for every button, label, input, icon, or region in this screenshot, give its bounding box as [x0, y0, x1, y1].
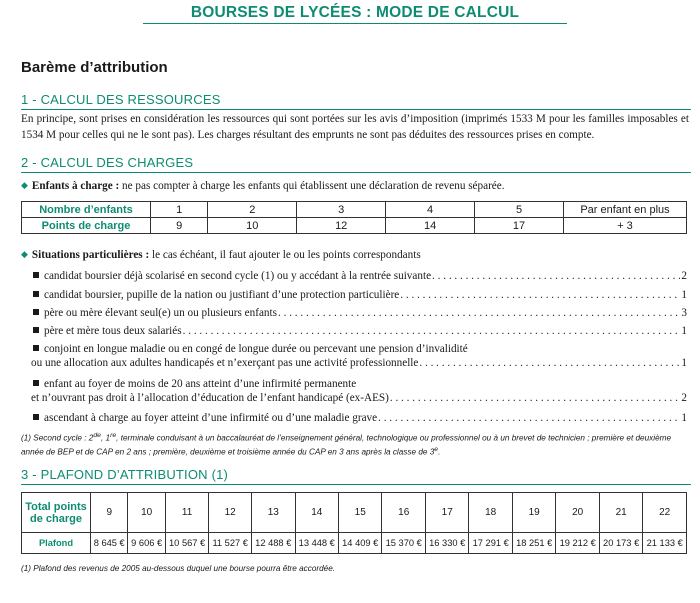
charges-table [21, 201, 687, 234]
list-item: père ou mère élevant seul(e) un ou plusieurs enfants . . . 3 [33, 306, 687, 320]
table-cell: 18 [469, 493, 512, 533]
table-cell: 22 [643, 493, 687, 533]
table-cell: 17 [475, 218, 564, 234]
square-bullet-icon [33, 345, 39, 351]
list-item: conjoint en longue maladie ou en congé de longue durée ou percevant une pension d’invalidité ou une allocation aux adultes handicapés et n’exerçant pas une activité professionnelle . . . 1 [33, 342, 687, 370]
table-cell: 11 [165, 493, 208, 533]
table-cell: 15 370 € [382, 533, 425, 554]
table-cell: 2 [208, 202, 297, 218]
enfants-intro: ◆ Enfants à charge : ne pas compter à charge les enfants qui établissent une déclaration de revenu séparée. [21, 180, 505, 192]
table-cell: 17 291 € [469, 533, 512, 554]
table-row [22, 493, 687, 533]
list-item: père et mère tous deux salariés . . . 1 [33, 324, 687, 338]
ressources-paragraph: En principe, sont prises en considération les ressources qui sont portées sur les avis d’imposition (imprimés 1533 M pour les familles imposables et 1534 M pour celles qui ne le sont pas). Les charges résultant des emprunts ne sont pas déduites des ressources prises en compte. [21, 113, 689, 141]
square-bullet-icon [33, 327, 39, 333]
table-cell: 10 567 € [165, 533, 208, 554]
table-cell: 17 [425, 493, 468, 533]
table-cell: 19 [512, 493, 555, 533]
list-item: candidat boursier déjà scolarisé en second cycle (1) ou y accédant à la rentrée suivante . . . 2 [33, 269, 687, 283]
heading-calcul-charges: 2 - CALCUL DES CHARGES [21, 155, 194, 170]
table-cell: 21 133 € [643, 533, 687, 554]
table-cell: 10 [208, 218, 297, 234]
square-bullet-icon [33, 380, 39, 386]
divider [21, 172, 691, 173]
divider [21, 484, 691, 485]
table-cell: 12 [209, 493, 252, 533]
table-cell: 12 [297, 218, 386, 234]
table-cell: 4 [386, 202, 475, 218]
table-cell: 14 [295, 493, 338, 533]
table-header-cell: Nombre d’enfants [22, 202, 151, 218]
table-cell: + 3 [564, 218, 687, 234]
heading-calcul-ressources: 1 - CALCUL DES RESSOURCES [21, 92, 221, 107]
table-cell: 14 409 € [339, 533, 382, 554]
list-item: candidat boursier, pupille de la nation ou justifiant d’une protection particulière . . . 1 [33, 288, 687, 302]
table-cell: 19 212 € [556, 533, 599, 554]
table-cell: 18 251 € [512, 533, 555, 554]
table-cell: 14 [386, 218, 475, 234]
heading-plafond: 3 - PLAFOND D’ATTRIBUTION (1) [21, 467, 229, 482]
list-item: enfant au foyer de moins de 20 ans atteint d’une infirmité permanente et n’ouvrant pas droit à l’allocation d’éducation de l’enfant handicapé (ex-AES) . . . 2 [33, 377, 687, 405]
square-bullet-icon [33, 272, 39, 278]
table-cell: 13 448 € [295, 533, 338, 554]
table-cell: 11 527 € [209, 533, 252, 554]
table-cell: 16 330 € [425, 533, 468, 554]
divider [21, 109, 691, 110]
table-cell: Par enfant en plus [564, 202, 687, 218]
square-bullet-icon [33, 291, 39, 297]
table-header-cell: Points de charge [22, 218, 151, 234]
table-cell: 12 488 € [252, 533, 295, 554]
footnote-second-cycle: (1) Second cycle : 2de, 1re, terminale conduisant à un baccalauréat de l’enseignement général, technologique ou professionnel ou à un brevet de technicien ; première et deuxième année de BEP et de CAP en 2 ans ; première, deuxième et troisième année du CAP en 3 ans après la classe de 3e. [21, 432, 671, 457]
table-cell: 8 645 € [91, 533, 128, 554]
table-cell: 3 [297, 202, 386, 218]
square-bullet-icon [33, 309, 39, 315]
table-cell: 16 [382, 493, 425, 533]
table-cell: 15 [339, 493, 382, 533]
square-bullet-icon [33, 414, 39, 420]
table-row [22, 218, 687, 234]
table-cell: 13 [252, 493, 295, 533]
footnote-plafond: (1) Plafond des revenus de 2005 au-dessous duquel une bourse pourra être accordée. [21, 564, 336, 573]
diamond-bullet-icon: ◆ [21, 180, 28, 190]
section-title-bareme: Barème d’attribution [21, 59, 168, 76]
table-cell: 9 [91, 493, 128, 533]
list-item: ascendant à charge au foyer atteint d’une infirmité ou d’une maladie grave . . . 1 [33, 411, 687, 425]
table-cell: 21 [599, 493, 642, 533]
plafond-table [21, 492, 687, 554]
table-row [22, 202, 687, 218]
table-row [22, 533, 687, 554]
table-cell: 10 [128, 493, 165, 533]
table-header-cell: Plafond [22, 533, 91, 554]
table-cell: 5 [475, 202, 564, 218]
table-header-cell: Total points de charge [22, 493, 91, 533]
table-cell: 20 [556, 493, 599, 533]
table-cell: 1 [151, 202, 208, 218]
page-title: BOURSES DE LYCÉES : MODE DE CALCUL [143, 3, 567, 24]
diamond-bullet-icon: ◆ [21, 249, 28, 259]
table-cell: 20 173 € [599, 533, 642, 554]
table-cell: 9 606 € [128, 533, 165, 554]
situations-intro: ◆ Situations particulières : le cas échéant, il faut ajouter le ou les points correspondants [21, 249, 421, 261]
table-cell: 9 [151, 218, 208, 234]
